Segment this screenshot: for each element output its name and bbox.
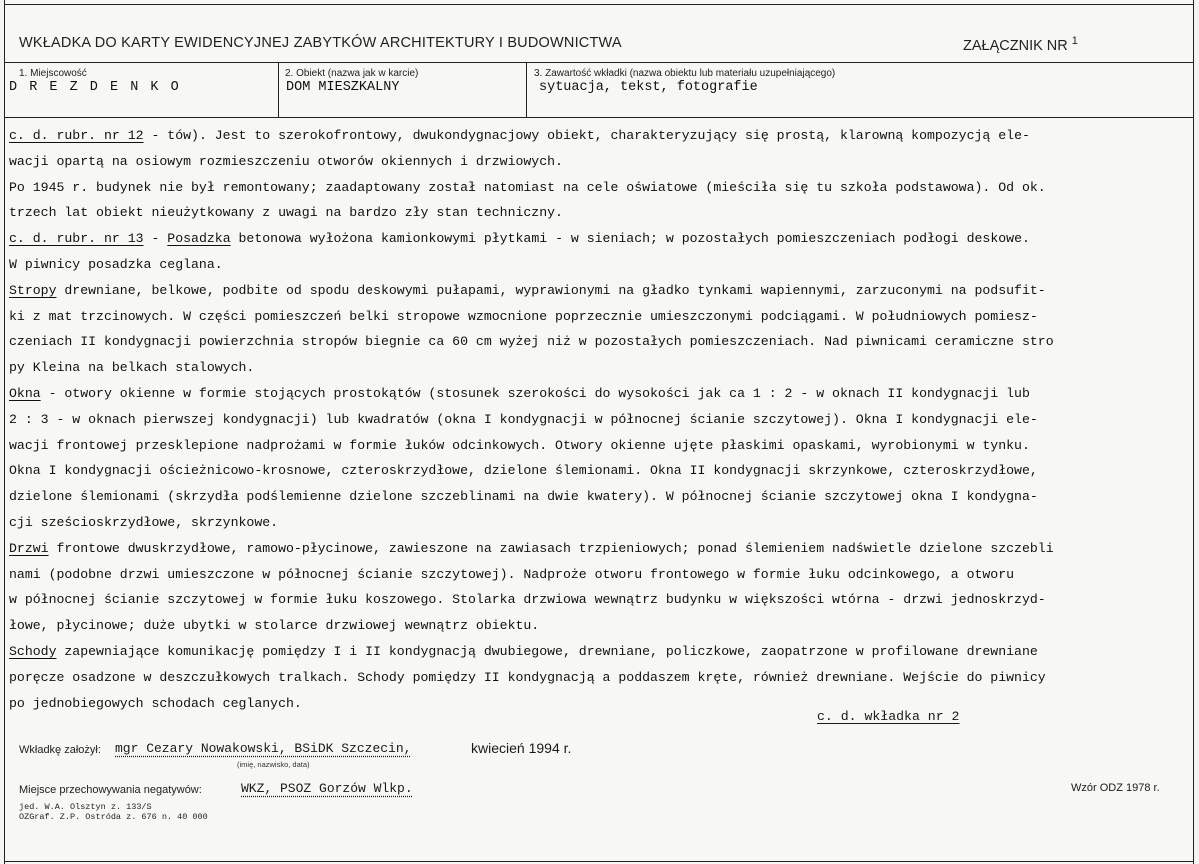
text-fragment: betonowa wyłożona kamionkowymi płytkami - w sieniach; w pozostałych pomieszczeniach podłogi deskowe.: [230, 231, 1030, 247]
text-fragment: - tów). Jest to szerokofrontowy, dwukondygnacjowy obiekt, charakteryzujący się prostą, klarowną kompozycją ele-: [143, 128, 1030, 143]
top-border: [5, 4, 1193, 5]
content-value: sytuacja, tekst, fotografie: [539, 80, 758, 95]
text-line: czeniach II kondygnacji powierzchnia stropów biegnie ca 60 cm wyżej niż w pozostałych pomieszczeniach. Nad piwnicami ceramiczne stro: [9, 334, 1054, 350]
text-line: Po 1945 r. budynek nie był remontowany; zaadaptowany został natomiast na cele oświatowe (mieściła się tu szkoła podstawowa). Od ok.: [9, 179, 1046, 195]
author-label: Wkładkę założył:: [19, 744, 101, 756]
text-line: 2 : 3 - w oknach pierwszej kondygnacji) lub kwadratów (okna I kondygnacji w północnej ścianie szczytowej). Okna I kondygnacji ele-: [9, 411, 1038, 427]
record-sheet: [4, 0, 1194, 864]
text-line: [9, 381, 1184, 407]
text-fragment: -: [143, 231, 168, 247]
text-line: w północnej ścianie szczytowej w formie łuku koszowego. Stolarka drzwiowa wewnątrz budynku w większości wtórna - drzwi jednoskrzyd-: [9, 592, 1046, 608]
text-line: poręcze osadzone w deszczułkowych tralkach. Schody pomiędzy II kondygnacją a poddaszem kręte, również drewniane. Wejście do piwnicy: [9, 669, 1046, 685]
negatives-label: Miejsce przechowywania negatywów:: [19, 784, 202, 796]
author-value: mgr Cezary Nowakowski, BSiDK Szczecin,: [115, 741, 412, 756]
author-hint: (imię, nazwisko, data): [237, 760, 310, 769]
section-ref: c. d. rubr. nr 13: [9, 231, 144, 247]
section-heading-posadzka: Posadzka: [167, 231, 231, 247]
object-label: 2. Obiekt (nazwa jak w karcie): [285, 68, 419, 79]
form-number: Wzór ODZ 1978 r.: [1071, 782, 1160, 794]
text-line: wacji opartą na osiowym rozmieszczeniu otworów okiennych i drzwiowych.: [9, 153, 563, 169]
text-line: trzech lat obiekt nieużytkowany z uwagi na bardzo zły stan techniczny.: [9, 205, 563, 221]
section-heading-okna: Okna: [9, 385, 41, 401]
printer-line-1: jed. W.A. Olsztyn z. 133/S: [19, 802, 152, 812]
locality-value: D R E Z D E N K O: [9, 80, 181, 95]
author-date: kwiecień 1994 r.: [471, 740, 572, 756]
printer-info: [19, 802, 208, 822]
form-title: WKŁADKA DO KARTY EWIDENCYJNEJ ZABYTKÓW ARCHITEKTURY I BUDOWNICTWA: [19, 35, 622, 51]
text-line: Okna I kondygnacji ościeżnicowo-krosnowe, czteroskrzydłowe, dzielone ślemionami. Okna II kondygnacji skrzynkowe, czteroskrzydłowe,: [9, 463, 1038, 479]
text-line: dzielone ślemionami (skrzydła podślemienne dzielone szczeblinami na dwie kwatery). W północnej ścianie szczytowej okna I kondygna-: [9, 489, 1038, 505]
content-label: 3. Zawartość wkładki (nazwa obiektu lub materiału uzupełniającego): [534, 68, 836, 79]
text-line: cji sześcioskrzydłowe, skrzynkowe.: [9, 514, 279, 530]
object-value: DOM MIESZKALNY: [286, 80, 400, 95]
printer-line-2: OZGraf. Z.P. Ostróda z. 676 n. 40 000: [19, 812, 208, 822]
text-line: ki z mat trzcinowych. W części pomieszczeń belki stropowe wzmocnione poprzecznie umieszczonymi podciągami. W południowych pomiesz-: [9, 308, 1038, 324]
locality-label: 1. Miejscowość: [19, 68, 87, 79]
field-separator-1: [278, 62, 279, 117]
section-heading-drzwi: Drzwi: [9, 540, 49, 556]
text-line: [9, 226, 1184, 252]
field-separator-2: [526, 62, 527, 117]
annex-value: 1: [1071, 35, 1078, 47]
text-line: [9, 536, 1184, 562]
fields-divider: [5, 117, 1193, 118]
continued-note: c. d. wkładka nr 2: [817, 709, 960, 724]
text-fragment: zapewniające komunikację pomiędzy I i II kondygnacją dwubiegowe, drewniane, policzkowe, zaopatrzone w profilowane drewniane: [56, 643, 1038, 659]
header-divider: [5, 62, 1193, 63]
negatives-value: WKZ, PSOZ Gorzów Wlkp.: [241, 781, 413, 796]
bottom-border: [5, 861, 1193, 862]
text-line: W piwnicy posadzka ceglana.: [9, 256, 223, 272]
text-line: [9, 123, 1184, 149]
text-line: łowe, płycinowe; duże ubytki w stolarce drzwiowej wewnątrz obiektu.: [9, 618, 540, 634]
text-fragment: frontowe dwuskrzydłowe, ramowo-płycinowe, zawieszone na zawiasach trzpieniowych; ponad ślemieniem nadświetle dzielone szczebli: [48, 540, 1054, 556]
text-line: [9, 639, 1184, 665]
text-line: py Kleina na belkach stalowych.: [9, 360, 255, 376]
text-line: wacji frontowej przesklepione nadprożami w formie łuków odcinkowych. Otwory okienne ujęte płaskimi opaskami, wyrobionymi w tynku.: [9, 437, 1030, 453]
annex-label: ZAŁĄCZNIK NR: [963, 38, 1068, 54]
section-heading-schody: Schody: [9, 643, 57, 659]
description-text: [9, 123, 1184, 716]
text-fragment: - otwory okienne w formie stojących prostokątów (stosunek szerokości do wysokości jak ca 1 : 2 - w oknach II kondygnacji lub: [40, 385, 1030, 401]
text-fragment: drewniane, belkowe, podbite od spodu deskowymi pułapami, wyprawionymi na gładko tynkami wapiennymi, zarzuconymi na podsufit-: [56, 282, 1046, 298]
text-line: nami (podobne drzwi umieszczone w północnej ścianie szczytowej). Nadproże otworu frontowego w formie łuku odcinkowego, a otworu: [9, 566, 1015, 582]
annex-number: [963, 35, 1078, 54]
section-ref: c. d. rubr. nr 12: [9, 128, 144, 143]
section-heading-stropy: Stropy: [9, 282, 57, 298]
text-line: po jednobiegowych schodach ceglanych.: [9, 695, 302, 711]
text-line: [9, 278, 1184, 304]
